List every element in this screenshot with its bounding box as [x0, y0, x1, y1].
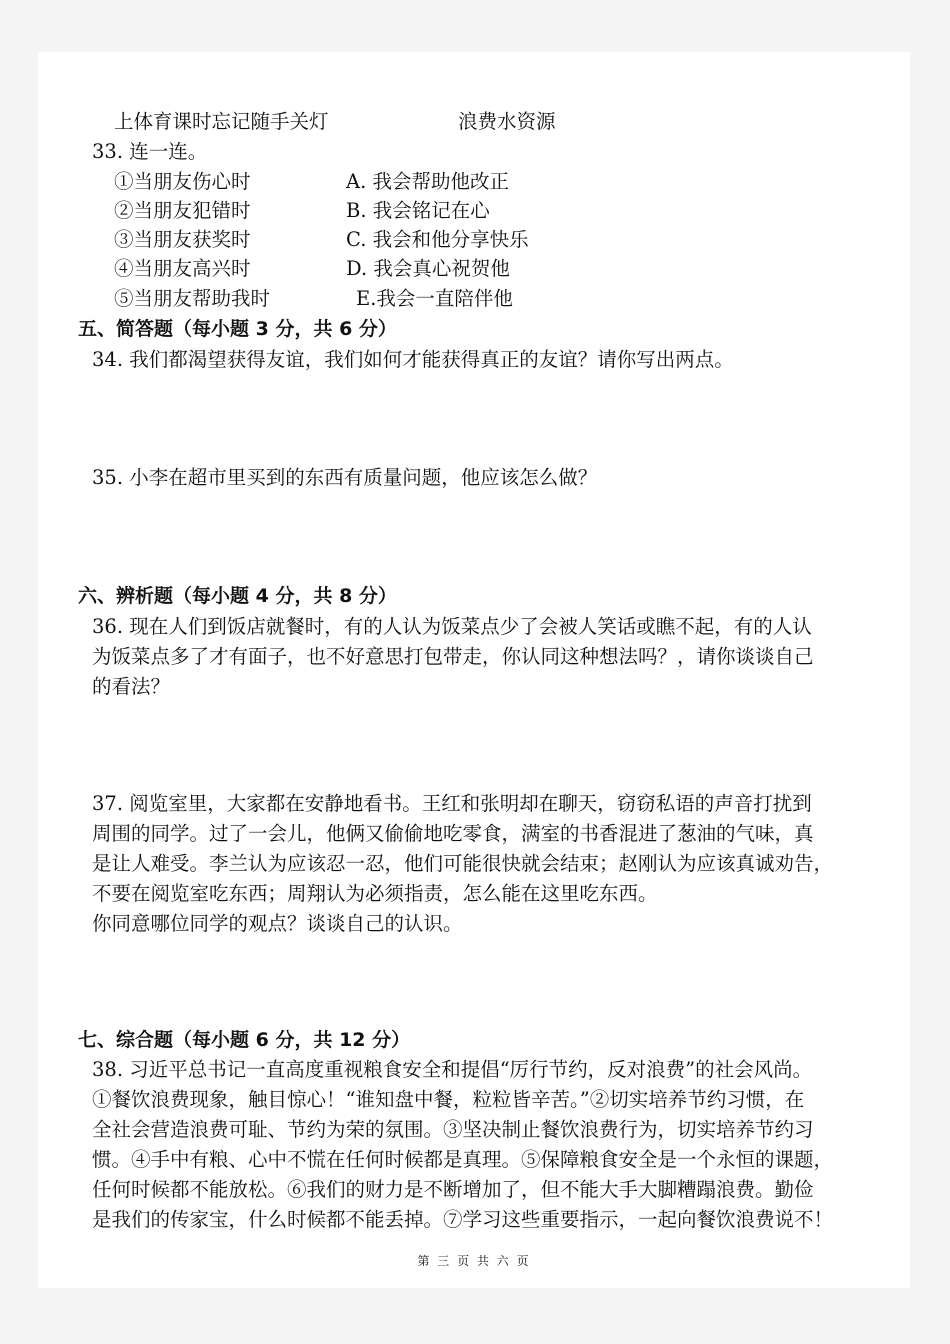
- q36-line: 36. 现在人们到饭店就餐时，有的人认为饭菜点少了会被人笑话或瞧不起，有的人认: [92, 615, 812, 638]
- q38-line: 任何时候都不能放松。⑥我们的财力是不断增加了，但不能大手大脚糟蹋浪费。勤俭: [92, 1178, 814, 1201]
- q33-right-item: E.我会一直陪伴他: [356, 287, 513, 310]
- q33-left-item: ②当朋友犯错时: [114, 199, 251, 222]
- q36-line: 的看法？: [92, 675, 171, 698]
- q33-right-item: A. 我会帮助他改正: [346, 170, 509, 193]
- q37-line: 是让人难受。李兰认为应该忍一忍，他们可能很快就会结束；赵刚认为应该真诚劝告，: [92, 852, 834, 875]
- section6-heading: 六、辨析题（每小题 4 分，共 8 分）: [78, 585, 397, 607]
- q37-line: 周围的同学。过了一会儿，他俩又偷偷地吃零食，满室的书香混进了葱油的气味，真: [92, 822, 814, 845]
- q33-title: 33. 连一连。: [92, 140, 208, 163]
- q33-right-item: D. 我会真心祝贺他: [346, 257, 510, 280]
- q33-left-item: ①当朋友伤心时: [114, 170, 251, 193]
- exam-page: [38, 52, 910, 1288]
- q33-right-item: B. 我会铭记在心: [346, 199, 490, 222]
- q34-text: 34. 我们都渴望获得友谊，我们如何才能获得真正的友谊？请你写出两点。: [92, 348, 734, 371]
- q35-text: 35. 小李在超市里买到的东西有质量问题，他应该怎么做？: [92, 466, 598, 489]
- q38-line: 全社会营造浪费可耻、节约为荣的氛围。③坚决制止餐饮浪费行为，切实培养节约习: [92, 1118, 814, 1141]
- section5-heading: 五、简答题（每小题 3 分，共 6 分）: [78, 318, 397, 340]
- page-footer: 第 三 页 共 六 页: [417, 1254, 531, 1268]
- q38-line: 38. 习近平总书记一直高度重视粮食安全和提倡“厉行节约，反对浪费”的社会风尚。: [92, 1058, 813, 1081]
- q38-line: ①餐饮浪费现象，触目惊心！“谁知盘中餐，粒粒皆辛苦。”②切实培养节约习惯，在: [92, 1088, 805, 1111]
- q38-line: 惯。④手中有粮、心中不慌在任何时候都是真理。⑤保障粮食安全是一个永恒的课题，: [92, 1148, 834, 1171]
- carryover-left: 上体育课时忘记随手关灯: [114, 110, 329, 133]
- q33-left-item: ④当朋友高兴时: [114, 257, 251, 280]
- q33-left-item: ⑤当朋友帮助我时: [114, 287, 271, 310]
- q33-right-item: C. 我会和他分享快乐: [346, 228, 529, 251]
- q37-line: 不要在阅览室吃东西；周翔认为必须指责，怎么能在这里吃东西。: [92, 882, 658, 905]
- q36-line: 为饭菜点多了才有面子，也不好意思打包带走，你认同这种想法吗？，请你谈谈自己: [92, 645, 814, 668]
- q38-line: 是我们的传家宝，什么时候都不能丢掉。⑦学习这些重要指示，一起向餐饮浪费说不！: [92, 1208, 834, 1231]
- carryover-right: 浪费水资源: [458, 110, 556, 133]
- q37-line: 你同意哪位同学的观点？谈谈自己的认识。: [92, 912, 463, 935]
- q33-left-item: ③当朋友获奖时: [114, 228, 251, 251]
- q37-line: 37. 阅览室里，大家都在安静地看书。王红和张明却在聊天，窃窃私语的声音打扰到: [92, 792, 812, 815]
- section7-heading: 七、综合题（每小题 6 分，共 12 分）: [78, 1029, 411, 1051]
